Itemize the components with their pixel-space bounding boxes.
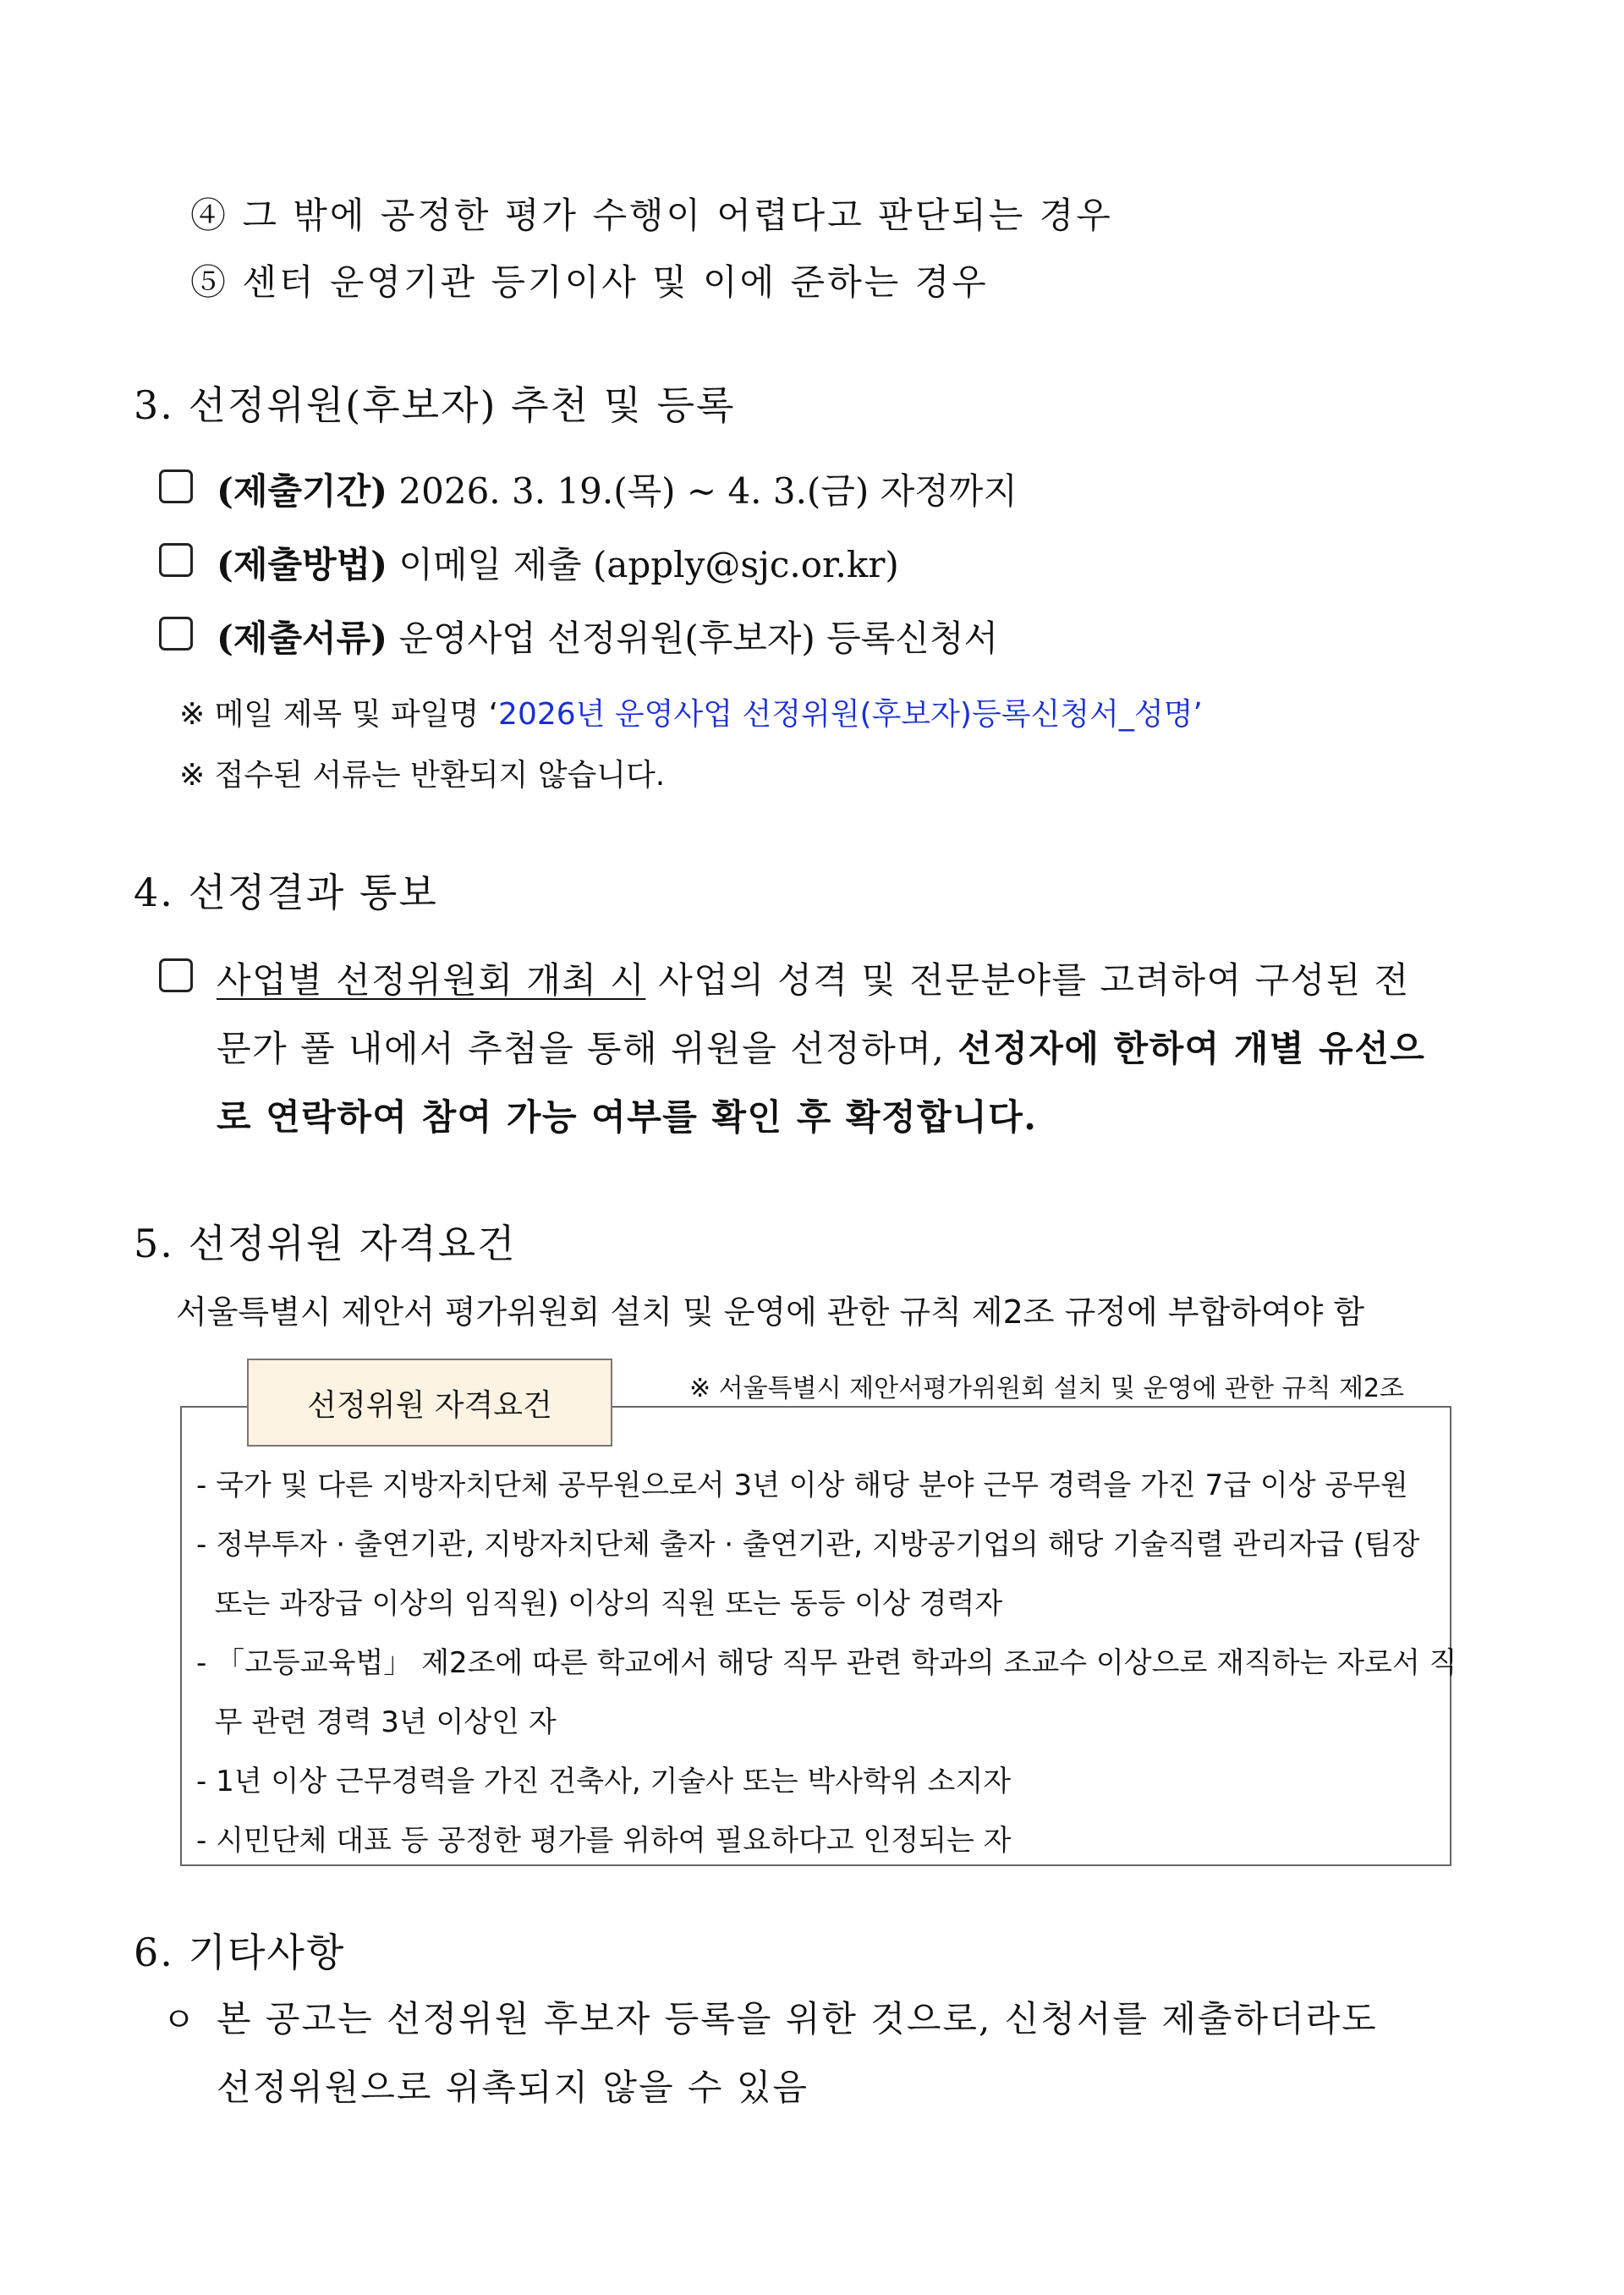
qualification-line-2: - 정부투자 · 출연기관, 지방자치단체 출자 · 출연기관, 지방공기업의 해당 기술직렬 관리자급 (팀장 [196, 1528, 1420, 1562]
checkbox-icon [159, 617, 193, 651]
qualification-line-5: 무 관련 경력 3년 이상인 자 [196, 1705, 557, 1739]
list-item-4: ④ 그 밖에 공정한 평가 수행이 어렵다고 판단되는 경우 [190, 195, 1113, 236]
submission-method-label: (제출방법) [217, 544, 388, 585]
submission-documents-label: (제출서류) [217, 618, 388, 659]
selection-notice-line-1 [217, 953, 1410, 1003]
section-4-heading: 4. 선정결과 통보 [134, 870, 438, 915]
qualification-line-3: 또는 과장급 이상의 임직원) 이상의 직원 또는 동등 이상 경력자 [196, 1587, 1003, 1621]
documents-not-returned-note: ※ 접수된 서류는 반환되지 않습니다. [179, 758, 666, 793]
submission-documents [217, 611, 998, 662]
qualification-intro: 서울특별시 제안서 평가위원회 설치 및 운영에 관한 규칙 제2조 규정에 부합하여야 함 [176, 1293, 1365, 1331]
list-item-5: ⑤ 센터 운영기관 등기이사 및 이에 준하는 경우 [190, 261, 989, 303]
selection-notice-underlined: 사업별 선정위원회 개최 시 [217, 959, 646, 1001]
bullet-marker: ㅇ [162, 2001, 195, 2040]
selection-notice-line-3: 로 연락하여 참여 가능 여부를 확인 후 확정합니다. [217, 1096, 1038, 1138]
qualification-line-1: - 국가 및 다른 지방자치단체 공무원으로서 3년 이상 해당 분야 근무 경력을 가진 7급 이상 공무원 [196, 1469, 1408, 1502]
selection-notice-line-2 [217, 1021, 1425, 1072]
qualification-line-4: - 「고등교육법」 제2조에 따른 학교에서 해당 직무 관련 학과의 조교수 이상으로 재직하는 자로서 직 [196, 1646, 1457, 1680]
section-6-heading: 6. 기타사항 [134, 1930, 346, 1975]
selection-notice-bold: 선정자에 한하여 개별 유선으 [957, 1028, 1426, 1069]
submission-method-value: 이메일 제출 (apply@sjc.or.kr) [387, 544, 899, 585]
other-notice-line-2: 선정위원으로 위촉되지 않을 수 있음 [217, 2067, 809, 2108]
submission-period [217, 464, 1018, 514]
submission-period-label: (제출기간) [217, 470, 388, 512]
checkbox-icon [159, 543, 193, 577]
submission-method [217, 537, 899, 588]
checkbox-icon [159, 469, 193, 503]
selection-notice-rest: 사업의 성격 및 전문분야를 고려하여 구성된 전 [645, 959, 1410, 1001]
mail-subject-filename: 2026년 운영사업 선정위원(후보자)등록신청서_성명’ [498, 697, 1203, 732]
submission-period-value: 2026. 3. 19.(목) ~ 4. 3.(금) 자정까지 [387, 470, 1018, 512]
selection-notice-plain: 문가 풀 내에서 추첨을 통해 위원을 선정하며, [217, 1028, 958, 1069]
mail-subject-note [179, 690, 1203, 733]
qualification-line-6: - 1년 이상 근무경력을 가진 건축사, 기술사 또는 박사학위 소지자 [196, 1765, 1012, 1798]
qualification-box-note: ※ 서울특별시 제안서평가위원회 설치 및 운영에 관한 규칙 제2조 [689, 1374, 1405, 1403]
section-5-heading: 5. 선정위원 자격요건 [134, 1221, 517, 1266]
other-notice-line-1: 본 공고는 선정위원 후보자 등록을 위한 것으로, 신청서를 제출하더라도 [217, 1998, 1378, 2040]
qualification-box-title: 선정위원 자격요건 [247, 1359, 612, 1447]
mail-subject-note-prefix: ※ 메일 제목 및 파일명 ‘ [179, 697, 499, 732]
checkbox-icon [159, 958, 193, 992]
section-3-heading: 3. 선정위원(후보자) 추천 및 등록 [134, 382, 736, 428]
qualification-line-7: - 시민단체 대표 등 공정한 평가를 위하여 필요하다고 인정되는 자 [196, 1824, 1012, 1858]
submission-documents-value: 운영사업 선정위원(후보자) 등록신청서 [387, 618, 999, 659]
